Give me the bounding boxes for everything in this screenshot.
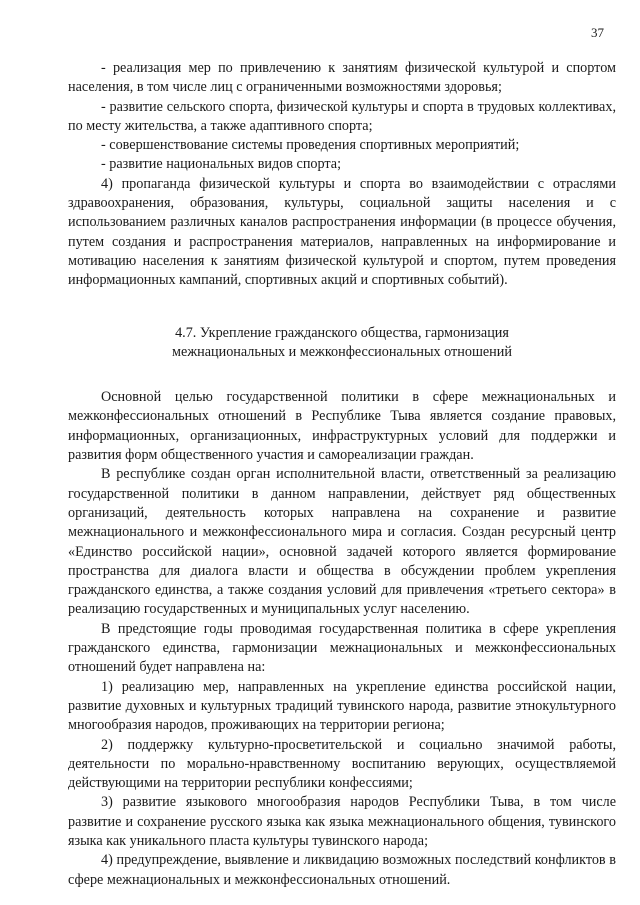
list-item: - развитие сельского спорта, физической культуры и спорта в трудовых коллективах, по месту жительства, а также адаптивного спорта; <box>68 98 616 134</box>
section-heading-line-1: 4.7. Укрепление гражданского общества, гармонизация <box>175 324 509 341</box>
page-content <box>68 59 616 890</box>
body-paragraph: 1) реализацию мер, направленных на укрепление единства российской нации, развитие духовных и культурных традиций тувинского народа, развитие этнокультурного многообразия народов, проживающих на территории региона; <box>68 678 616 734</box>
body-paragraph: 3) развитие языкового многообразия народов Республики Тыва, в том числе развитие и сохранение русского языка как языка межнационального общения, тувинского языка как уникального пласта культуры тувинского народа; <box>68 794 616 849</box>
section-heading-line-2: межнациональных и межконфессиональных отношений <box>172 343 512 360</box>
body-paragraph: В предстоящие годы проводимая государственная политика в сфере укрепления гражданского единства, гармонизации межнациональных и межконфессиональных отношений будет направлена на: <box>68 620 616 676</box>
list-item: - совершенствование системы проведения спортивных мероприятий; <box>101 137 520 154</box>
list-item: - развитие национальных видов спорта; <box>101 156 342 173</box>
list-item: 4) пропаганда физической культуры и спорта во взаимодействии с отраслями здравоохранения, образования, культуры, социальной защиты населения и с использованием различных каналов распространения информации (в процессе обучения, путем создания и распространения материалов, направленных на информирование и мотивацию населения к занятиям физической культурой и спортом, путем проведения информационных кампаний, спортивных акций и спортивных событий). <box>68 175 616 289</box>
page-number: 37 <box>591 25 604 40</box>
list-item: - реализация мер по привлечению к занятиям физической культурой и спортом населения, в том числе лиц с ограниченными возможностями здоровья; <box>68 60 616 96</box>
body-paragraph: 2) поддержку культурно-просветительской и социально значимой работы, деятельности по морально-нравственному воспитанию верующих, осуществляемой действующими на территории республики конфессиями; <box>68 736 616 792</box>
body-paragraph: В республике создан орган исполнительной власти, ответственный за реализацию государственной политики в данном направлении, действует ряд общественных организаций, деятельность которых направлена на сохранение и развитие межнационального и межконфессионального мира и согласия. Создан ресурсный центр «Единство российской нации», основной задачей которого является формирование пространства для диалога власти и общества в обсуждении проблем укрепления гражданского единства, а также создания условий для привлечения «третьего сектора» в реализацию государственных и муниципальных услуг населению. <box>68 466 616 618</box>
body-paragraph: Основной целью государственной политики в сфере межнациональных и межконфессиональных отношений в Республике Тыва является создание правовых, информационных, организационных, инфраструктурных условий для поддержки и развития форм общественного участия и самореализации граждан. <box>68 389 616 464</box>
body-paragraph: 4) предупреждение, выявление и ликвидацию возможных последствий конфликтов в сфере межнациональных и межконфессиональных отношений. <box>68 852 616 888</box>
section-heading <box>68 324 616 363</box>
